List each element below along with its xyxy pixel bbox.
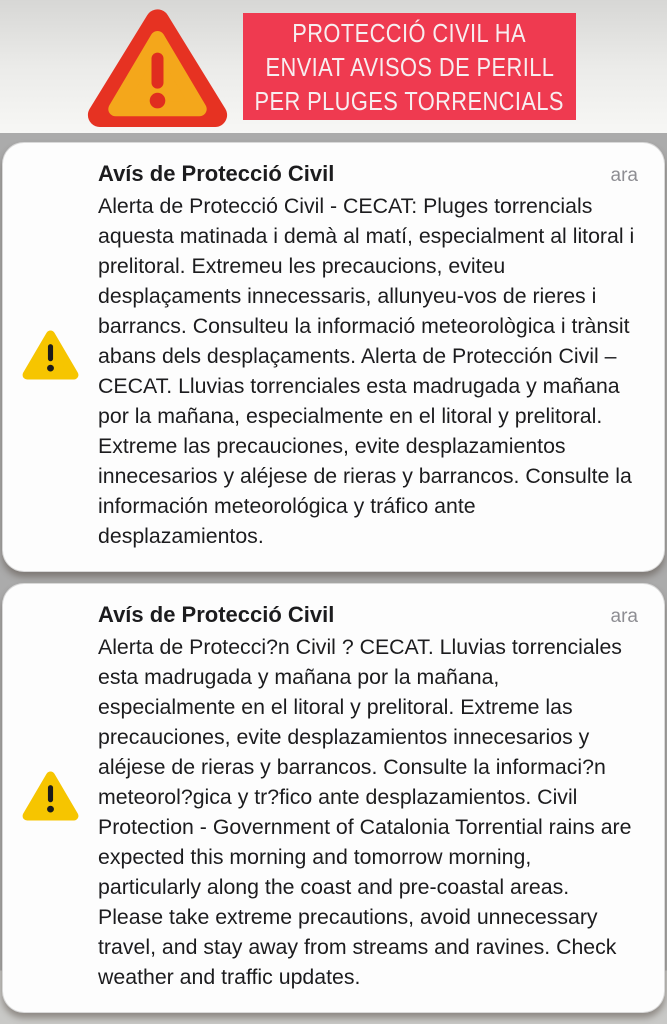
- notification-icon-column: [3, 329, 98, 381]
- alert-banner-line: PROTECCIÓ CIVIL HA: [292, 17, 527, 48]
- notification-body: Alerta de Protecció Civil - CECAT: Pluges torrencials aquesta matinada i demà al matí, especialment al litoral i prelitoral. Extremeu les precaucions, eviteu desplaçaments innecessaris, allunyeu-vos de rieres i barrancs. Consulteu la informació meteorològica i trànsit abans dels desplaçaments. Alerta de Protección Civil – CECAT. Lluvias torrenciales esta madrugada y mañana por la mañana, especialmente en el litoral y prelitoral. Extreme las precauciones, evite desplazamientos innecesarios y aléjese de rieras y barrancos. Consulte la información meteorológica y tráfico ante desplazamientos.: [98, 194, 635, 548]
- notification-card[interactable]: [2, 583, 665, 1013]
- hazard-triangle-icon: [84, 7, 231, 127]
- alert-banner-line: PER PLUGES TORRENCIALS: [254, 85, 565, 116]
- alert-banner: [243, 13, 576, 120]
- notification-icon-column: [3, 770, 98, 822]
- warning-triangle-icon: [22, 329, 79, 381]
- notification-content: [98, 159, 640, 551]
- notification-content: [98, 600, 640, 992]
- alert-banner-line: ENVIAT AVISOS DE PERILL: [265, 51, 554, 82]
- notification-card[interactable]: [2, 142, 665, 572]
- notification-timestamp: ara: [610, 165, 638, 186]
- notification-list: [0, 133, 667, 1024]
- notification-title: Avís de Protecció Civil: [98, 161, 335, 186]
- notification-body: Alerta de Protecci?n Civil ? CECAT. Lluvias torrenciales esta madrugada y mañana por la mañana, especialmente en el litoral y prelitoral. Extreme las precauciones, evite desplazamientos innecesarios y aléjese de rieras y barrancos. Consulte la informaci?n meteorol?gica y tr?fico ante desplazamientos. Civil Protection - Government of Catalonia Torrential rains are expected this morning and tomorrow morning, particularly along the coast and pre-coastal areas. Please take extreme precautions, avoid unnecessary travel, and stay away from streams and ravines. Check weather and traffic updates.: [98, 635, 632, 989]
- warning-triangle-icon: [22, 770, 79, 822]
- notification-title: Avís de Protecció Civil: [98, 602, 335, 627]
- alert-header: [0, 0, 667, 133]
- notification-timestamp: ara: [610, 606, 638, 627]
